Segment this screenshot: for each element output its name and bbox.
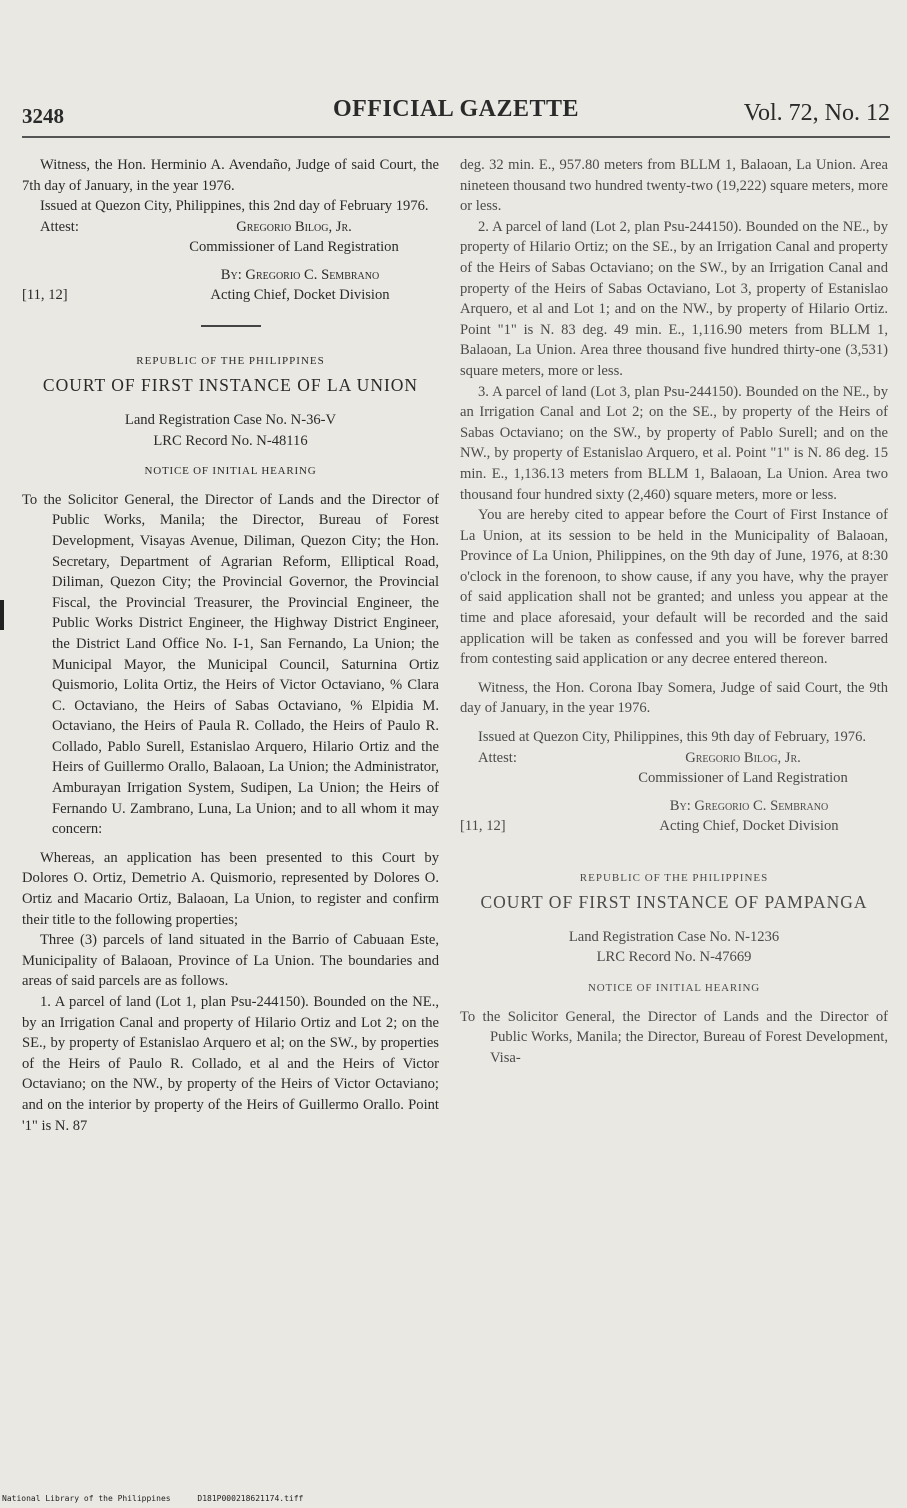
signature-commissioner xyxy=(149,217,439,258)
signer-title: Commissioner of Land Registration xyxy=(638,770,848,787)
publication-title: OFFICIAL GAZETTE xyxy=(332,96,580,122)
signer-name: Gregorio Bilog, Jr. xyxy=(236,218,352,235)
attest-block xyxy=(22,217,439,259)
parcel-2-paragraph: 2. A parcel of land (Lot 2, plan Psu-244150). Bounded on the NE., by property of Hilario Ortiz; on the SE., by an Irrigation Canal and property of the Heirs of Sabas Octaviano; on the SW., by an Irrigation Canal and property of the Heirs of Sabas Octaviano, Lot 3, property of Estanislao Arquero, et al and Lot 1; and on the NW., by property of Hilario Ortiz. Point "1" is N. 83 deg. 49 min. E., 1,116.90 meters from BLLM 1, Balaoan, La Union. Area three thousand five hundred thirty-one (3,531) square meters, more or less. xyxy=(460,218,888,379)
parcel-1-paragraph: 1. A parcel of land (Lot 1, plan Psu-244150). Bounded on the NE., by an Irrigation Canal and property of Hilario Ortiz and Lot 2; on the SE., by property of Estanislao Arquero et al; on the SW., by properties of the Heirs of Paulo R. Collado, et al and the Heirs of Victor Octaviano; on the NW., by property of the Heirs of Victor Octaviano; and on the interior by property of the Heirs of Guillermo Orallo. Point '1" is N. 87 xyxy=(22,994,439,1134)
attest-block xyxy=(460,748,888,790)
issue-reference: [11, 12] xyxy=(22,286,68,303)
republic-heading: REPUBLIC OF THE PHILIPPINES xyxy=(579,871,769,884)
signer-title: Acting Chief, Docket Division xyxy=(659,818,839,835)
issued-paragraph: Issued at Quezon City, Philippines, this 2nd day of February 1976. xyxy=(40,198,429,215)
notice-heading: NOTICE OF INITIAL HEARING xyxy=(144,465,317,478)
header-rule xyxy=(22,136,890,138)
signer-title: Commissioner of Land Registration xyxy=(189,239,399,256)
section-spacer xyxy=(644,848,704,850)
signature-commissioner xyxy=(598,748,888,789)
signature-docket xyxy=(165,265,435,306)
volume-number: Vol. 72, No. 12 xyxy=(743,100,890,126)
parcel-1-continuation: deg. 32 min. E., 957.80 meters from BLLM 1, Balaoan, La Union. Area nineteen thousand two hundred twenty-two (19,222) square meters, more or less. xyxy=(460,157,888,215)
file-name: D181P000218621174.tiff xyxy=(197,1494,304,1503)
notice-heading: NOTICE OF INITIAL HEARING xyxy=(587,982,761,994)
left-column xyxy=(22,155,439,1136)
by-line: By: Gregorio C. Sembrano xyxy=(669,797,829,814)
court-heading: COURT OF FIRST INSTANCE OF LA UNION xyxy=(42,375,419,396)
case-number: Land Registration Case No. N-36-V xyxy=(124,411,337,428)
library-credit: National Library of the Philippines xyxy=(2,1494,171,1503)
lrc-record: LRC Record No. N-48116 xyxy=(153,432,308,449)
attest-label: Attest: xyxy=(478,749,517,766)
right-column xyxy=(460,155,888,1068)
issued-paragraph: Issued at Quezon City, Philippines, this 9th day of February, 1976. xyxy=(478,729,867,746)
page-number: 3248 xyxy=(22,104,64,128)
signer-title: Acting Chief, Docket Division xyxy=(210,287,390,304)
issue-reference: [11, 12] xyxy=(460,817,506,834)
whereas-paragraph: Whereas, an application has been presented to this Court by Dolores O. Ortiz, Demetrio A. Quismorio, represented by Dolores O. Ortiz and Macario Ortiz, Balaoan, La Union, to register and confirm their title to the following properties; xyxy=(22,849,439,928)
parcels-intro-paragraph: Three (3) parcels of land situated in the Barrio of Cabuaan Este, Municipality of Balaoan, Province of La Union. The boundaries and areas of said parcels are as follows. xyxy=(22,932,439,990)
signature-docket xyxy=(614,796,884,837)
cited-paragraph: You are hereby cited to appear before the Court of First Instance of La Union, at its session to be held in the Municipality of Balaoan, Province of La Union, Philippines, on the 9th day of June, 1976, at 8:30 o'clock in the forenoon, to show cause, if any you have, why the prayer of said application shall not be granted; and unless you appear at the time and place aforesaid, your default will be recorded and the said application will be taken as confessed and you will be forever barred from contesting said application or any decree entered thereon. xyxy=(460,507,888,668)
addressees-paragraph: To the Solicitor General, the Director of Lands and the Director of Public Works, Manila; the Director, Bureau of Forest Development, Visa- xyxy=(460,1008,888,1066)
parcel-3-paragraph: 3. A parcel of land (Lot 3, plan Psu-244150). Bounded on the NE., by an Irrigation Canal and Lot 2; on the SE., by property of the Heirs of Sabas Octaviano; on the SW., by property of Pablo Surell; and on the NW., by property of Estanislao Arquero, et al. Point "1" is N. 86 deg. 15 min. E., 1,136.13 meters from BLLM 1, Balaoan, La Union. Area two thousand four hundred sixty (2,460) square meters, more or less. xyxy=(460,383,888,503)
addressees-paragraph: To the Solicitor General, the Director of Lands and the Director of Public Works, Manila; the Director, Bureau of Forest Development, Visayas Avenue, Diliman, Quezon City; the Hon. Secretary, Department of Agrarian Reform, Elliptical Road, Diliman, Quezon City; the Provincial Governor, the Provincial Fiscal, the Provincial Treasurer, the Provincial Engineer, the Public Works District Engineer, the Highway District Engineer, the District Land Office No. I-1, San Fernando, La Union; the Municipal Mayor, the Municipal Council, Saturnina Ortiz Quismorio, Lolita Ortiz, the Heirs of Victor Octaviano, % Clara C. Octaviano, the Heirs of Sabas Octaviano, % Elpidia M. Octaviano, the Heirs of Paula R. Collado, the Heirs of Paulo R. Collado, Pablo Surell, Estanislao Arquero, Hilario Ortiz and the Heirs of Guillermo Orallo, Balaoan, La Union; the Administrator, Amburayan Irrigation System, Sudipen, La Union; the Heirs of Fernando U. Zambrano, Luna, La Union; and to all whom it may concern: xyxy=(22,491,439,838)
republic-heading: REPUBLIC OF THE PHILIPPINES xyxy=(136,354,325,367)
lrc-record: LRC Record No. N-47669 xyxy=(596,949,752,966)
by-block xyxy=(22,265,439,307)
attest-label: Attest: xyxy=(40,218,79,235)
scan-footer xyxy=(2,1494,325,1503)
case-number: Land Registration Case No. N-1236 xyxy=(568,928,780,945)
witness-paragraph: Witness, the Hon. Corona Ibay Somera, Judge of said Court, the 9th day of January, in the year 1976. xyxy=(460,679,888,717)
by-line: By: Gregorio C. Sembrano xyxy=(220,266,380,283)
court-heading: COURT OF FIRST INSTANCE OF PAMPANGA xyxy=(480,892,868,913)
page-header xyxy=(22,96,890,132)
witness-paragraph: Witness, the Hon. Herminio A. Avendaño, Judge of said Court, the 7th day of January, in the year 1976. xyxy=(22,157,439,194)
margin-mark xyxy=(0,600,4,630)
section-divider xyxy=(201,325,261,327)
signer-name: Gregorio Bilog, Jr. xyxy=(685,749,801,766)
by-block xyxy=(460,796,888,838)
